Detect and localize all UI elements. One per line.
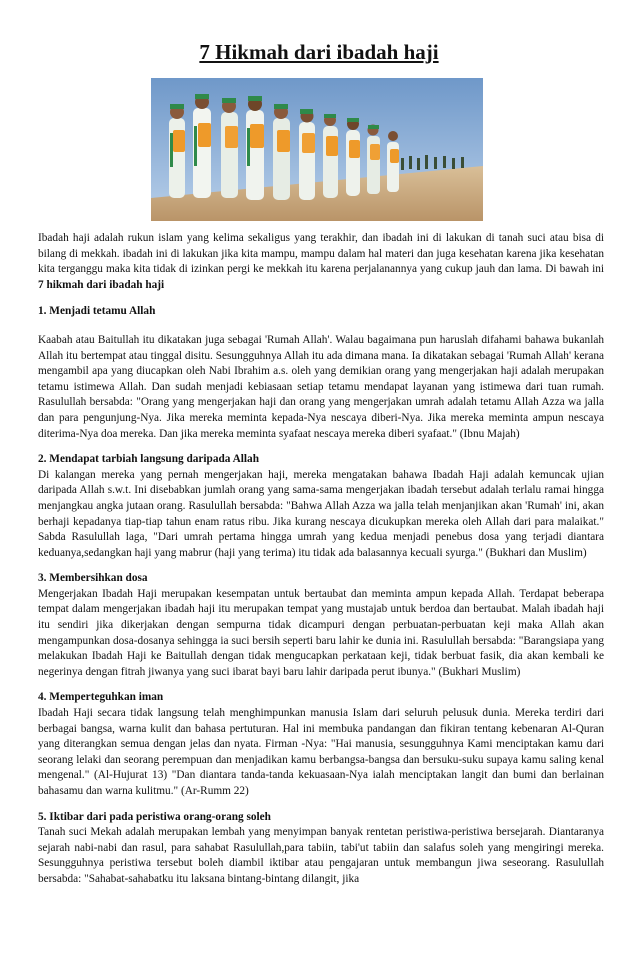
intro-bold: 7 hikmah dari ibadah haji bbox=[38, 278, 165, 291]
pilgrims-photo bbox=[151, 78, 483, 221]
section-3 bbox=[38, 571, 604, 680]
section-4 bbox=[38, 690, 604, 799]
section-heading: 3. Membersihkan dosa bbox=[38, 572, 148, 585]
article-body bbox=[38, 231, 604, 898]
intro-text: Ibadah haji adalah rukun islam yang kelima sekaligus yang terakhir, dan ibadah ini di lakukan di tanah suci atau bisa di bilang di mekkah. ibadah ini di lakukan jika kita mampu, mampu dalam hal materi dan juga kesehatan karena jika kesehatan kita terganggu maka kita tidak di izinkan pergi ke mekkah itu karena perjalanannya yang cukup jauh dan lama. Di bawah ini bbox=[38, 232, 604, 276]
section-body: Di kalangan mereka yang pernah mengerjakan haji, mereka mengatakan bahawa Ibadah Haji adalah kemuncak ujian daripada Allah s.w.t. Ini disebabkan jumlah orang yang sama-sama mengerjakan ibadah tersebut adalah terlalu ramai hingga menjangkau angka jutaan orang. Rasulullah bersabda: "Bahwa Allah Azza wa jalla telah menjanjikan akan 'Rumah' ini, akan berhaji kepadanya tiap-tiap tahun enam ratus ribu. Jika kurang nescaya dicukupkan mereka oleh Allah dari para malaikat." Sabda Rasulullah laga, "Dari umrah pertama hingga umrah yang kedua menjadi penebus dosa yang terjadi diantara keduanya,sedangkan haji yang mabrur (haji yang terima) itu tidak ada balasannya kecuali syurga." (Bukhari dan Muslim) bbox=[38, 468, 604, 559]
section-heading: 2. Mendapat tarbiah langsung daripada Allah bbox=[38, 453, 259, 466]
section-body: Tanah suci Mekah adalah merupakan lembah yang menyimpan banyak rentetan peristiwa-peristiwa bersejarah. Diantaranya sejarah nabi-nabi dan rasul, para sahabat Rasulullah,para tabiin, tabi'ut tabiin dan salafus soleh yang mengiringi mereka. Sesungguhnya peristiwa tersebut boleh diambil iktibar atau pengajaran untuk membangun jiwa seseorang. Rasulullah bersabda: "Sahabat-sahabatku itu laksana bintang-bintang dilangit, jika bbox=[38, 826, 604, 885]
section-body: Mengerjakan Ibadah Haji merupakan kesempatan untuk bertaubat dan meminta ampun kepada Allah. Terdapat beberapa tempat dalam mengerjakan ibadah haji itu merupakan tempat yang mustajab untuk berdoa dan bertaubat. Malah ibadah haji itu sendiri jika dikerjakan dengan sempurna tidak dicampuri dengan perbuatan-perbuatan keji maka Allah akan mengampunkan dosa-dosanya sehingga ia suci bersih seperti baru lahir ke dunia ini. Rasulullah bersabda: "Barangsiapa yang melakukan Ibadah Haji ke Baitullah dengan tidak mengucapkan perkataan keji, tidak berbuat fasik, dia akan kembali ke negerinya dengan fitrah jiwanya yang suci ibarat bayi baru lahir daripada perut ibunya." (Bukhari Muslim) bbox=[38, 587, 604, 678]
intro-paragraph bbox=[38, 231, 604, 293]
section-body: Kaabah atau Baitullah itu dikatakan juga sebagai 'Rumah Allah'. Walau bagaimana pun haruslah difahami bahawa bukanlah Allah itu bertempat atau tinggal disitu. Sesungguhnya Allah itu ada dimana mana. Ia dikatakan sebagai 'Rumah Allah' kerana mengambil apa yang diucapkan oleh Nabi Ibrahim a.s. oleh yang demikian orang yang mengerjakan haji adalah merupakan tetamu istimewa Allah. Dan sudah menjadi kebiasaan setiap tetamu mendapat layanan yang istimewa dari tuan rumah. Rasulullah bersabda: "Orang yang mengerjakan haji dan orang yang mengerjakan umrah adalah tetamu Allah Azza wa jalla dan para pengunjung-Nya. Jika mereka meminta kepada-Nya nescaya diberi-Nya. Jika mereka meminta ampun nescaya diterima-Nya doa mereka. Dan jika mereka meminta syafaat nescaya mereka diberi syafaat." (Ibnu Majah) bbox=[38, 333, 604, 440]
section-heading: 1. Menjadi tetamu Allah bbox=[38, 305, 156, 318]
section-body: Ibadah Haji secara tidak langsung telah menghimpunkan manusia Islam dari seluruh pelusuk dunia. Mereka terdiri dari berbagai bangsa, warna kulit dan bahasa pertuturan. Hal ini membuka pandangan dan fikiran tentang kebenaran Al-Quran yang diterangkan semua dengan jelas dan nyata. Firman -Nya: "Hai manusia, sesungguhnya Kami menciptakan kamu dari seorang lelaki dan seorang perempuan dan menjadikan kamu berbangsa-bangsa dan bersuku-suku supaya kamu saling kenal mengenal." (Al-Hujurat 13) "Dan diantara tanda-tanda kekuasaan-Nya ialah menciptakan langit dan bumi dan berlainan bahasamu dan warna kulitmu." (Ar-Rumm 22) bbox=[38, 707, 604, 797]
page-title: 7 Hikmah dari ibadah haji bbox=[199, 40, 439, 64]
section-heading: 4. Memperteguhkan iman bbox=[38, 691, 164, 704]
section-heading: 5. Iktibar dari pada peristiwa orang-orang soleh bbox=[38, 810, 271, 823]
section-5 bbox=[38, 810, 604, 888]
section-2 bbox=[38, 452, 604, 561]
pilgrims-illustration bbox=[151, 78, 483, 221]
section-1 bbox=[38, 333, 604, 442]
